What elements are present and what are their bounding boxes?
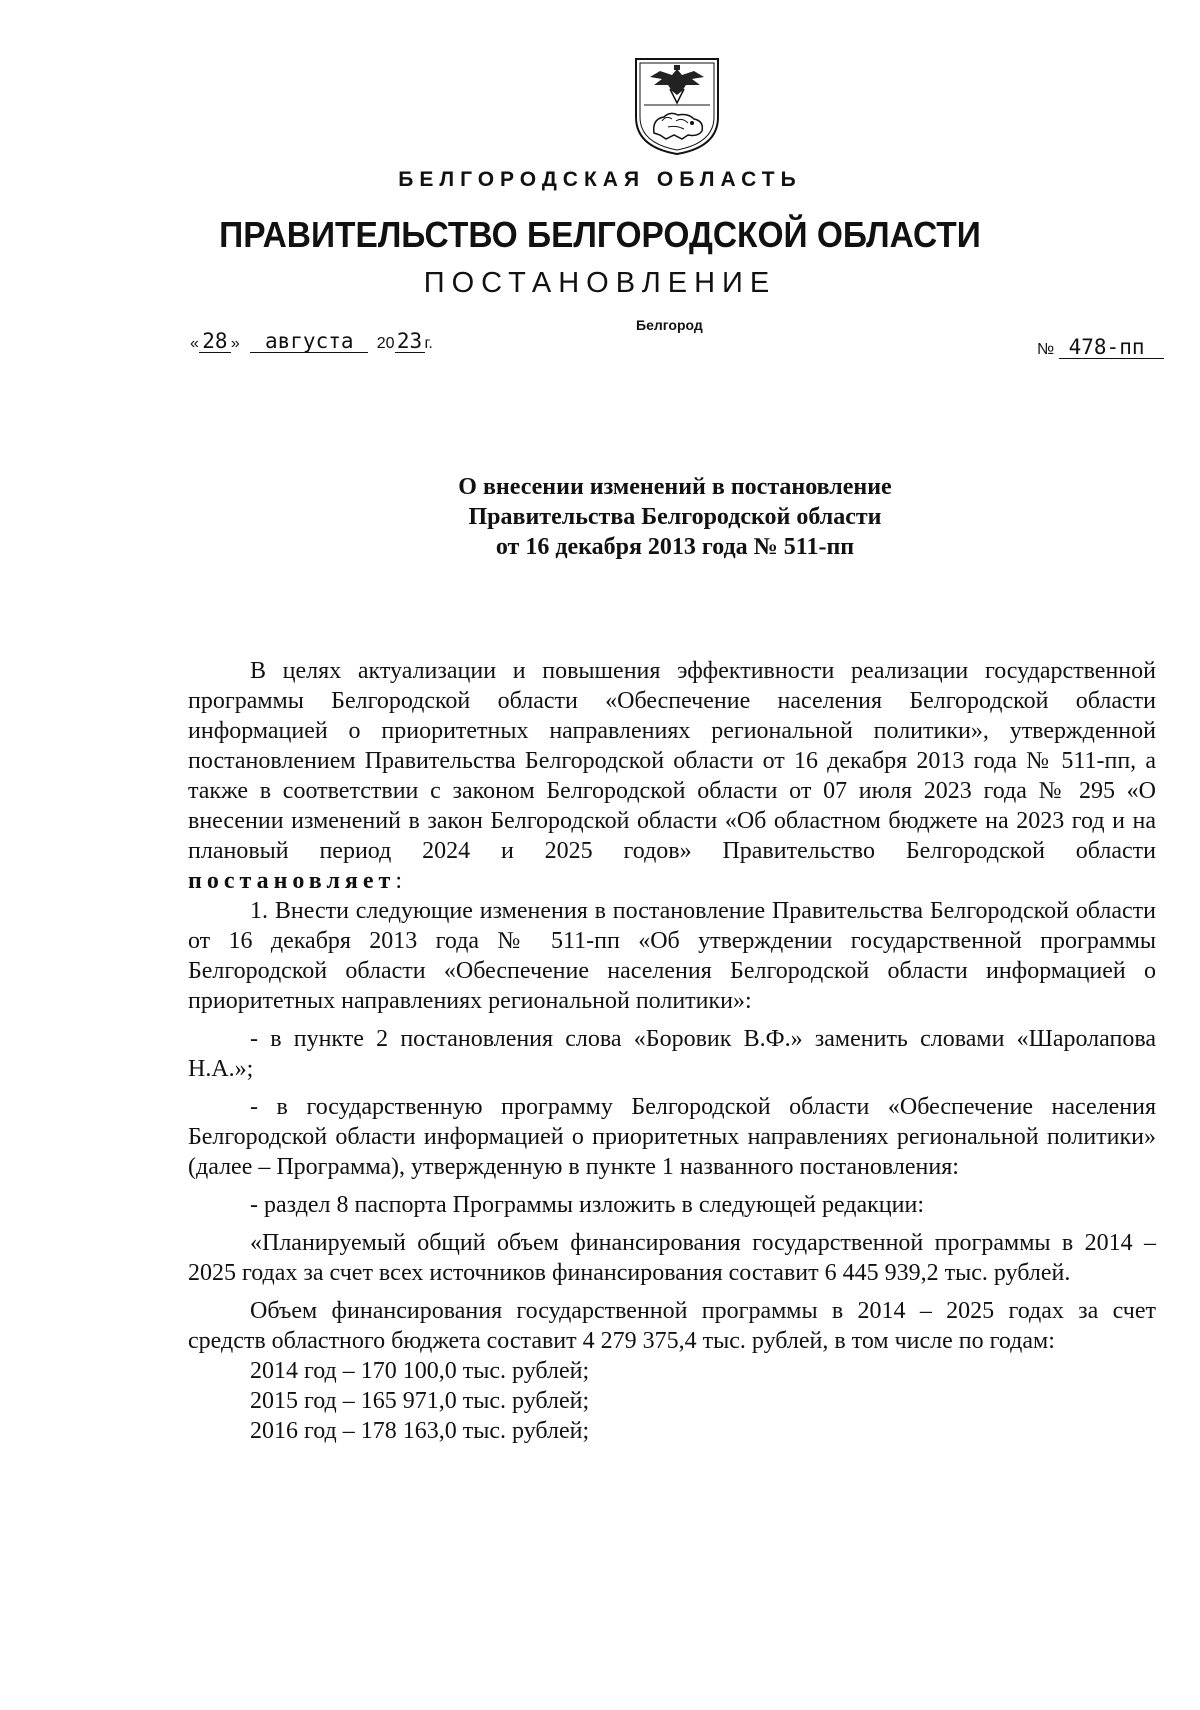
- document-subject: [0, 472, 1200, 562]
- date-century: 20: [376, 335, 395, 352]
- paragraph-total-funding: «Планируемый общий объем финансирования государственной программы в 2014 – 2025 годах за счет всех источников финансирования составит 6 445 939,2 тыс. рублей.: [188, 1230, 1156, 1286]
- date-suffix: г.: [424, 335, 433, 352]
- paragraph-section-8: - раздел 8 паспорта Программы изложить в следующей редакции:: [250, 1192, 925, 1218]
- date-month: августа: [250, 330, 368, 353]
- paragraph-change-1: - в пункте 2 постановления слова «Боровик В.Ф.» заменить словами «Шаролапова Н.А.»;: [188, 1026, 1156, 1082]
- paragraph-preamble: [188, 656, 1156, 896]
- region-name: БЕЛГОРОДСКАЯ ОБЛАСТЬ: [398, 168, 802, 191]
- date-day: 28: [199, 330, 231, 353]
- document-number: [1037, 336, 1164, 359]
- number-label: №: [1037, 341, 1055, 358]
- year-item: 2016 год – 178 163,0 тыс. рублей;: [250, 1418, 590, 1444]
- paragraph-regional-funding: Объем финансирования государственной программы в 2014 – 2025 годах за счет средств областного бюджета составит 4 279 375,4 тыс. рублей, в том числе по годам:: [188, 1298, 1156, 1354]
- document-body: [188, 656, 1156, 1446]
- subject-line-2: Правительства Белгородской области: [468, 504, 882, 530]
- paragraph-change-2: - в государственную программу Белгородской области «Обеспечение населения Белгородской области информацией о приоритетных направлениях региональной политики» (далее – Программа), утвержденную в пункте 1 названного постановления:: [188, 1094, 1156, 1180]
- date-close-quote: »: [230, 335, 240, 352]
- coat-of-arms-emblem: [632, 55, 722, 157]
- number-value: 478-пп: [1059, 336, 1164, 359]
- document-date: [190, 330, 433, 353]
- preamble-emphasis: постановляет: [188, 868, 396, 894]
- document-type: ПОСТАНОВЛЕНИЕ: [423, 267, 777, 299]
- subject-line-3: от 16 декабря 2013 года № 511-пп: [495, 534, 855, 560]
- date-open-quote: «: [190, 335, 199, 352]
- preamble-text: В целях актуализации и повышения эффективности реализации государственной программы Белгородской области «Обеспечение населения Белгородской области информацией о приоритетных направлениях региональной политики», утвержденной постановлением Правительства Белгородской области от 16 декабря 2013 года № 511-пп, а также в соответствии с законом Белгородской области от 07 июля 2023 года № 295 «О внесении изменений в закон Белгородской области «Об областном бюджете на 2023 год и на плановый период 2024 и 2025 годов» Правительство Белгородской области: [188, 658, 1156, 864]
- date-year: 23: [395, 330, 425, 353]
- preamble-end: :: [395, 868, 402, 894]
- year-item: 2015 год – 165 971,0 тыс. рублей;: [250, 1388, 590, 1414]
- subject-line-1: О внесении изменений в постановление: [458, 474, 892, 500]
- paragraph-item-1: 1. Внести следующие изменения в постановление Правительства Белгородской области от 16 декабря 2013 года № 511-пп «Об утверждении государственной программы Белгородской области «Обеспечение населения Белгородской области информацией о приоритетных направлениях региональной политики»:: [188, 898, 1156, 1014]
- year-item: 2014 год – 170 100,0 тыс. рублей;: [250, 1358, 590, 1384]
- government-title: ПРАВИТЕЛЬСТВО БЕЛГОРОДСКОЙ ОБЛАСТИ: [219, 214, 981, 255]
- city-name: Белгород: [636, 317, 703, 333]
